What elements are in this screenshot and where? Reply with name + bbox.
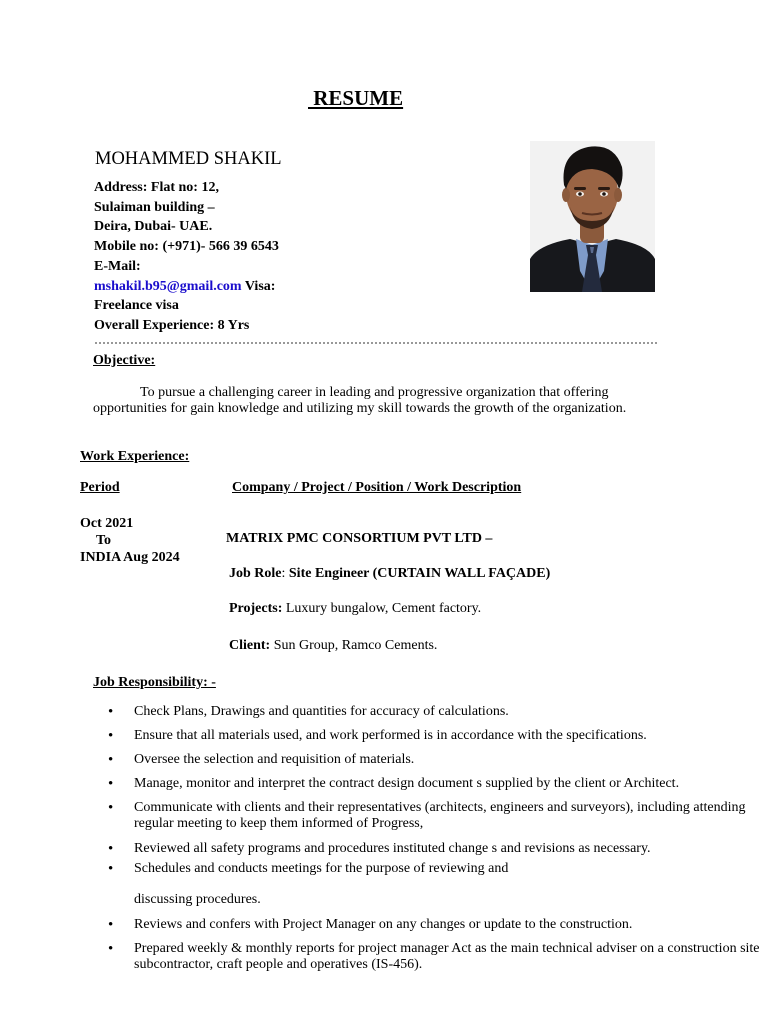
period-end: INDIA Aug 2024 <box>80 550 180 565</box>
list-item: discussing procedures. <box>134 892 261 907</box>
list-item: • Communicate with clients and their representatives (architects, engineers and surveyors), including attending regular meeting to keep them informed of Progress, <box>108 800 768 832</box>
section-divider <box>94 341 658 348</box>
candidate-name: MOHAMMED SHAKIL <box>95 149 282 169</box>
list-item: • Schedules and conducts meetings for the purpose of reviewing and <box>108 861 768 877</box>
work-experience-heading: Work Experience: <box>80 449 190 464</box>
projects <box>229 601 481 617</box>
list-item: • Reviews and confers with Project Manager on any changes or update to the construction. <box>108 917 768 933</box>
employment-period <box>80 515 180 566</box>
address-line-3: Deira, Dubai- UAE. <box>94 219 213 235</box>
responsibility-list <box>108 704 768 973</box>
job-role: Job Role: Site Engineer (CURTAIN WALL FAÇADE) <box>229 566 551 581</box>
email-visa-line <box>94 277 279 297</box>
visa-type: Freelance visa <box>94 298 179 314</box>
list-item: • Ensure that all materials used, and work performed is in accordance with the specifications. <box>108 728 768 744</box>
period-to: To <box>96 533 112 548</box>
person-portrait-icon <box>530 141 655 292</box>
period-from: Oct 2021 <box>80 516 134 531</box>
job-responsibility-heading: Job Responsibility: - <box>93 675 216 690</box>
address-line-1: Address: Flat no: 12, <box>94 180 219 195</box>
list-item: • Manage, monitor and interpret the contract design document s supplied by the client or Architect. <box>108 776 768 792</box>
overall-experience: Overall Experience: 8 Yrs <box>94 317 250 333</box>
email-link[interactable]: mshakil.b95@gmail.com <box>94 278 242 294</box>
email-label: E-Mail: <box>94 258 141 274</box>
profile-photo <box>530 141 655 292</box>
address-line-2: Sulaiman building – <box>94 199 215 215</box>
projects-value: Luxury bungalow, Cement factory. <box>285 601 482 616</box>
company-name: MATRIX PMC CONSORTIUM PVT LTD – <box>226 531 493 546</box>
client <box>229 638 437 654</box>
contact-block <box>94 178 279 336</box>
period-column-header: Period <box>80 480 120 495</box>
job-role-label: Job Role <box>229 566 282 581</box>
list-item: • Prepared weekly & monthly reports for project manager Act as the main technical adviser on a construction site subcontractor, craft people and operatives (IS-456). <box>108 941 768 973</box>
list-item: • Check Plans, Drawings and quantities for accuracy of calculations. <box>108 704 768 720</box>
company-column-header: Company / Project / Position / Work Description <box>232 480 522 495</box>
visa-label: Visa: <box>244 278 276 294</box>
objective-text: To pursue a challenging career in leading and progressive organization that offering opportunities for gain knowledge and utilizing my skill towards the growth of the organization. <box>93 385 627 416</box>
client-value: Sun Group, Ramco Cements. <box>273 638 438 653</box>
job-role-value: Site Engineer (CURTAIN WALL FAÇADE) <box>288 566 551 581</box>
objective-heading: Objective: <box>93 353 156 368</box>
projects-label: Projects: <box>229 601 283 616</box>
list-item: • Reviewed all safety programs and procedures instituted change s and revisions as necessary. <box>108 841 768 857</box>
mobile-number: Mobile no: (+971)- 566 39 6543 <box>94 239 279 255</box>
list-item: • Oversee the selection and requisition of materials. <box>108 752 768 768</box>
client-label: Client: <box>229 638 271 653</box>
resume-title: RESUME <box>308 86 404 110</box>
